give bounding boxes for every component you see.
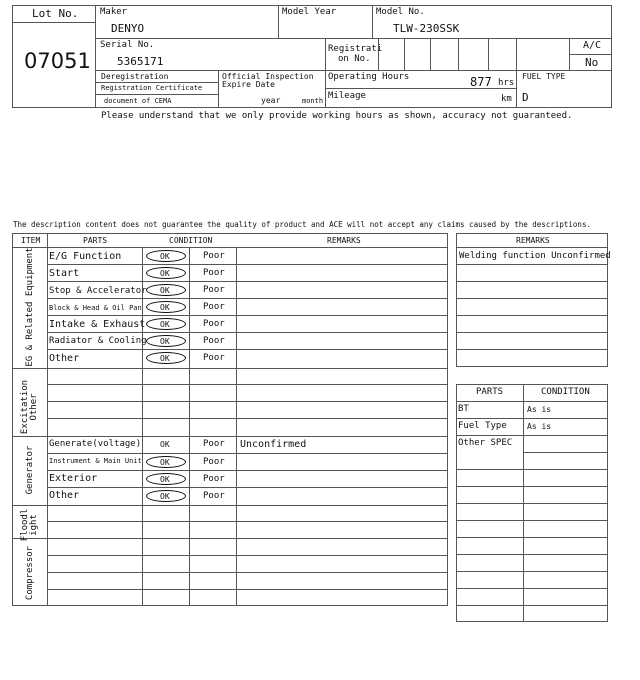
gen-poor-1: Poor [203,439,225,449]
eg-ok-1: OK [160,252,170,261]
serial-no-value: 5365171 [117,55,164,68]
fuel-type-value: D [522,91,529,104]
spec-part-1: BT [458,404,469,414]
eg-poor-4: Poor [203,302,225,312]
working-hours-notice: Please understand that we only provide working hours as shown, accuracy not guaranteed. [101,111,573,121]
section-generator: Generator [25,445,35,495]
eg-part-7: Other [49,353,80,364]
spec-parts-header: PARTS [476,387,504,397]
gen-ok-3: OK [160,475,170,484]
serial-no-label: Serial No. [100,40,155,50]
model-year-label: Model Year [282,7,337,17]
eg-ok-4: OK [160,303,170,312]
eg-part-3: Stop & Accelerator [49,286,147,296]
gen-poor-2: Poor [203,457,225,467]
gen-part-4: Other [49,490,80,501]
section-floodlight: Floodl ight [20,508,39,542]
registration-label-1: Registrati [328,44,383,54]
gen-part-2: Instrument & Main Unit [49,457,142,465]
maker-label: Maker [100,7,128,17]
col-remarks-header: REMARKS [327,236,361,245]
official-inspection-label-2: Expire Date [222,80,275,89]
gen-ok-4: OK [160,492,170,501]
deregistration-label: Deregistration [101,72,169,81]
hrs-unit: hrs [498,78,515,88]
gen-part-1: Generate(voltage) [49,439,142,449]
eg-poor-1: Poor [203,251,225,261]
col-item-header: ITEM [21,236,41,245]
mileage-label: Mileage [328,91,366,101]
eg-poor-5: Poor [203,319,225,329]
section-eg-related: EG & Related Equipment [25,247,35,367]
document-of-cema-label: document of CEMA [104,97,172,105]
lot-no-label: Lot No. [32,7,79,20]
gen-ok-1: OK [160,440,170,449]
eg-ok-2: OK [160,269,170,278]
fuel-type-label: FUEL TYPE [522,72,566,81]
gen-part-3: Exterior [49,473,98,484]
eg-poor-2: Poor [203,268,225,278]
eg-poor-3: Poor [203,285,225,295]
model-no-label: Model No. [376,7,425,17]
spec-condition-2: As is [527,422,552,431]
eg-part-4: Block & Head & Oil Pan [49,304,142,312]
gen-poor-4: Poor [203,491,225,501]
eg-part-1: E/G Function [49,251,122,262]
spec-condition-header: CONDITION [541,387,590,397]
year-label: year [261,96,281,105]
section-compressor: Compressor [25,545,35,601]
gen-poor-3: Poor [203,474,225,484]
remarks-panel-text: Welding function Unconfirmed [459,251,611,261]
eg-ok-3: OK [160,286,170,295]
registration-label-2: on No. [338,54,371,64]
disclaimer-text: The description content does not guarantee the quality of product and ACE will not accept any claims caused by the descriptions. [13,220,591,229]
ac-value: No [585,56,599,69]
eg-ok-6: OK [160,337,170,346]
spec-condition-1: As is [527,405,552,414]
model-no-value: TLW-230SSK [393,22,460,35]
month-label: month [302,97,324,105]
col-condition-header: CONDITION [169,236,213,245]
eg-poor-6: Poor [203,336,225,346]
eg-part-5: Intake & Exhaust [49,319,146,330]
gen-remark-1: Unconfirmed [240,439,307,450]
registration-certificate-label: Registration Certificate [101,84,203,92]
official-inspection-label-1: Official Inspection [222,72,314,81]
km-unit: km [501,94,512,104]
lot-no-value: 07051 [24,49,91,73]
eg-part-2: Start [49,268,80,279]
remarks-panel-header: REMARKS [516,236,550,245]
eg-ok-5: OK [160,320,170,329]
maker-value: DENYO [111,22,145,35]
eg-part-6: Radiator & Cooling [49,336,147,346]
eg-ok-7: OK [160,354,170,363]
spec-part-3: Other SPEC [458,438,513,448]
col-parts-header: PARTS [83,236,108,245]
ac-label: A/C [583,40,602,51]
gen-ok-2: OK [160,458,170,467]
spec-part-2: Fuel Type [458,421,507,431]
operating-hours-label: Operating Hours [328,72,410,82]
eg-poor-7: Poor [203,353,225,363]
section-excitation-other: Excitation Other [20,379,39,435]
operating-hours-value: 877 [470,75,492,89]
